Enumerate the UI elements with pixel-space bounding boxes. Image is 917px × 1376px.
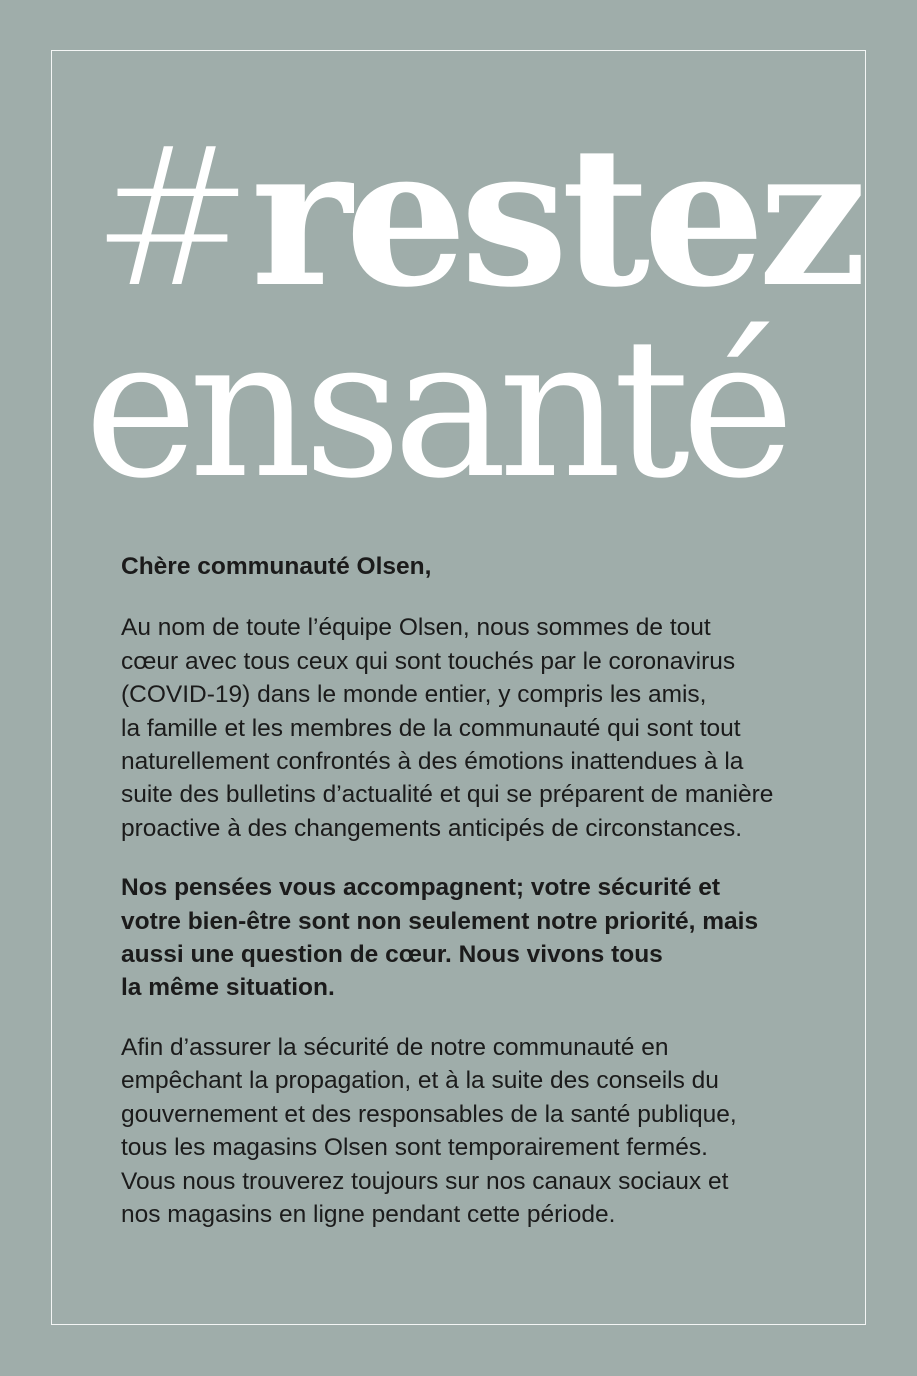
headline-word-restez: restez: [250, 105, 861, 330]
paragraph-line: naturellement confrontés à des émotions inattendues à la: [121, 748, 744, 776]
paragraph-priority-bold: [121, 871, 821, 1005]
paragraph-line: gouvernement et des responsables de la santé publique,: [121, 1100, 737, 1128]
headline-hashtag-restez: [92, 105, 917, 330]
paragraph-line: Au nom de toute l’équipe Olsen, nous sommes de tout: [121, 614, 711, 642]
paragraph-line: la famille et les membres de la communauté qui sont tout: [121, 714, 741, 742]
paragraph-line: Vous nous trouverez toujours sur nos canaux sociaux et: [121, 1167, 729, 1195]
paragraph-line: tous les magasins Olsen sont temporairement fermés.: [121, 1134, 708, 1162]
headline-word-ensante: ensanté: [84, 298, 786, 521]
paragraph-line: la même situation.: [121, 974, 335, 1002]
paragraph-store-closure: [121, 1031, 821, 1231]
letter-greeting: Chère communauté Olsen,: [121, 553, 432, 580]
letter-body: [121, 550, 821, 1257]
paragraph-solidarity: [121, 611, 821, 845]
paragraph-line: votre bien-être sont non seulement notre priorité, mais: [121, 907, 759, 935]
paragraph-line: proactive à des changements anticipés de circonstances.: [121, 814, 743, 842]
paragraph-line: nos magasins en ligne pendant cette période.: [121, 1200, 616, 1228]
paragraph-line: Nos pensées vous accompagnent; votre sécurité et: [121, 874, 721, 902]
paragraph-line: empêchant la propagation, et à la suite des conseils du: [121, 1067, 719, 1095]
paragraph-line: (COVID-19) dans le monde entier, y compris les amis,: [121, 681, 707, 709]
paragraph-line: Afin d’assurer la sécurité de notre communauté en: [121, 1033, 669, 1061]
hashtag-symbol: #: [92, 107, 251, 330]
paragraph-line: cœur avec tous ceux qui sont touchés par le coronavirus: [121, 647, 736, 675]
paragraph-line: aussi une question de cœur. Nous vivons tous: [121, 941, 663, 969]
paragraph-line: suite des bulletins d’actualité et qui se préparent de manière: [121, 781, 774, 809]
